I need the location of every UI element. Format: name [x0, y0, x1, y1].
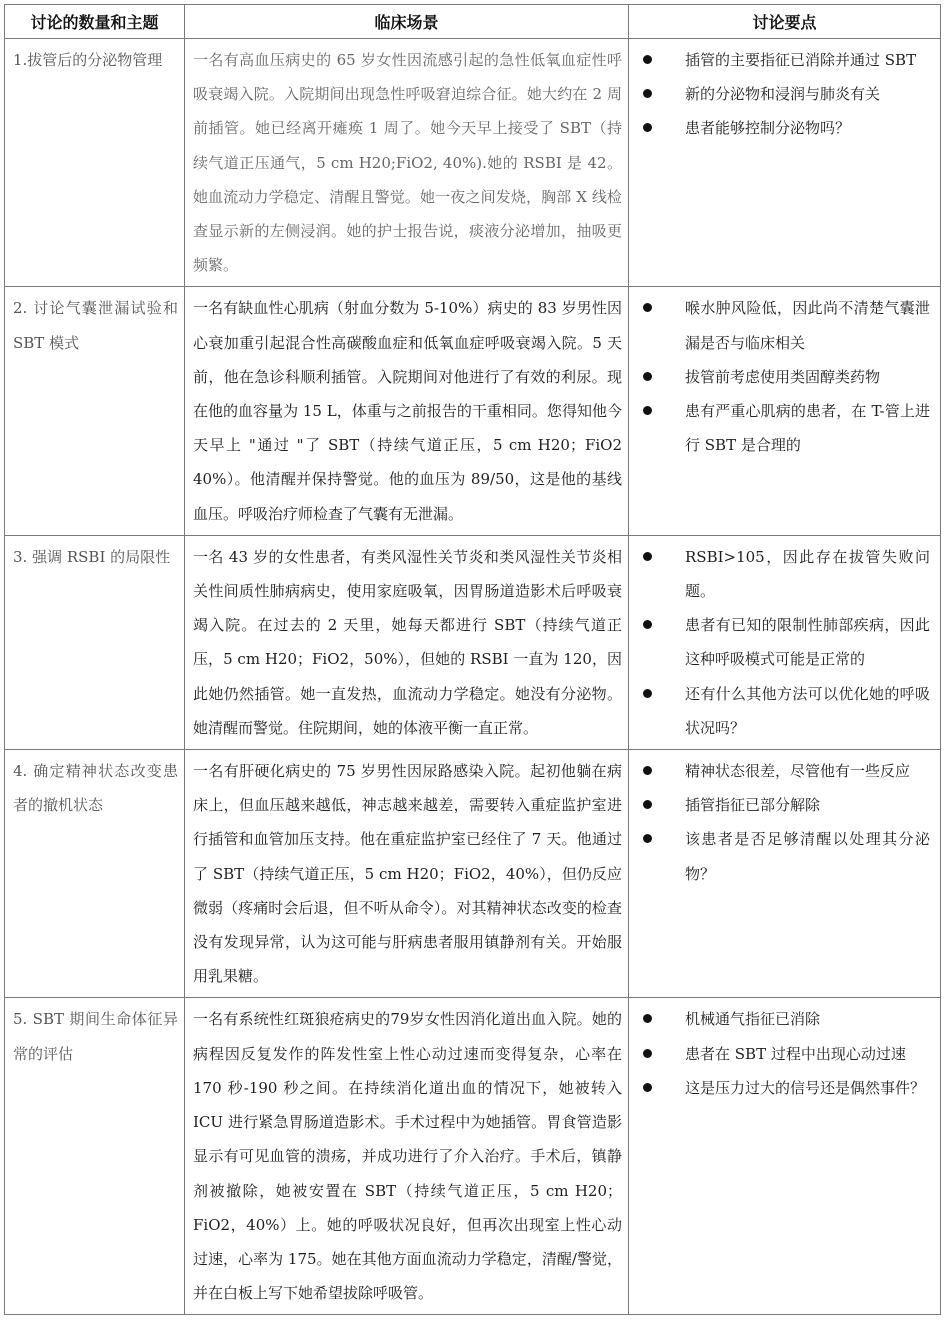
discussion-points-list: [633, 754, 930, 891]
points-cell: [629, 287, 941, 535]
bullet-icon: [643, 43, 655, 77]
discussion-point-text: 新的分泌物和浸润与肺炎有关: [685, 85, 881, 104]
table-row: [5, 998, 941, 1315]
discussion-point: [633, 1071, 930, 1105]
header-row: [5, 5, 941, 39]
points-cell: [629, 998, 941, 1315]
discussion-point-text: 拔管前考虑使用类固醇类药物: [685, 367, 881, 386]
discussion-points-list: [633, 540, 930, 745]
bullet-icon: [643, 360, 655, 394]
bullet-icon: [643, 788, 655, 822]
discussion-point: [633, 1037, 930, 1071]
header-points: 讨论要点: [629, 5, 941, 39]
scenario-cell: 一名有系统性红斑狼疮病史的79岁女性因消化道出血入院。她的病程因反复发作的阵发性室上性心动过速而变得复杂，心率在 170 秒-190 秒之间。在持续消化道出血的情况下，她被转入 ICU 进行紧急胃肠道造影术。手术过程中为她插管。胃食管造影显示有可见血管的溃疡，并成功进行了介入治疗。手术后，镇静剂被撤除，她被安置在 SBT（持续气道正压，5 cm H20；FiO2，40%）上。她的呼吸状况良好，但再次出现室上性心动过速，心率为 175。她在其他方面血流动力学稳定，清醒/警觉，并在白板上写下她希望拔除呼吸管。: [185, 998, 629, 1315]
discussion-point-text: 患者有已知的限制性肺部疾病，因此这种呼吸模式可能是正常的: [685, 616, 930, 669]
discussion-points-list: [633, 291, 930, 462]
discussion-point-text: 患者在 SBT 过程中出现心动过速: [685, 1044, 906, 1063]
header-topic: 讨论的数量和主题: [5, 5, 185, 39]
discussion-point-text: 患有严重心肌病的患者，在 T-管上进行 SBT 是合理的: [685, 402, 930, 455]
points-cell: [629, 535, 941, 749]
discussion-point: [633, 822, 930, 890]
discussion-point-text: 该患者是否足够清醒以处理其分泌物？: [685, 830, 930, 883]
topic-cell: 1.拔管后的分泌物管理: [5, 39, 185, 287]
bullet-icon: [643, 1002, 655, 1036]
scenario-cell: 一名 43 岁的女性患者，有类风湿性关节炎和类风湿性关节炎相关性间质性肺病病史，使用家庭吸氧，因胃肠道造影术后呼吸衰竭入院。在过去的 2 天里，她每天都进行 SBT（持续气道正压，5 cm H20；FiO2，50%），但她的 RSBI 一直为 120，因此她仍然插管。她一直发热，血流动力学稳定。她没有分泌物。她清醒而警觉。住院期间，她的体液平衡一直正常。: [185, 535, 629, 749]
points-cell: [629, 39, 941, 287]
scenario-cell: 一名有高血压病史的 65 岁女性因流感引起的急性低氧血症性呼吸衰竭入院。入院期间出现急性呼吸窘迫综合征。她大约在 2 周前插管。她已经离开瘫痪 1 周了。她今天早上接受了 SBT（持续气道正压通气，5 cm H20;FiO2, 40%).她的 RSBI 是 42。她血流动力学稳定、清醒且警觉。她一夜之间发烧，胸部 X 线检查显示新的左侧浸润。她的护士报告说，痰液分泌增加，抽吸更频繁。: [185, 39, 629, 287]
bullet-icon: [643, 754, 655, 788]
bullet-icon: [643, 111, 655, 145]
bullet-icon: [643, 1071, 655, 1105]
bullet-icon: [643, 822, 655, 856]
points-cell: [629, 750, 941, 998]
discussion-point: [633, 608, 930, 676]
discussion-point: [633, 788, 930, 822]
discussion-point-text: 插管的主要指征已消除并通过 SBT: [685, 51, 917, 69]
bullet-icon: [643, 540, 655, 574]
discussion-table: [4, 4, 941, 1315]
discussion-point-text: RSBI>105，因此存在拔管失败问题。: [685, 547, 930, 601]
table-row: [5, 535, 941, 749]
discussion-point: [633, 540, 930, 608]
discussion-point: [633, 394, 930, 462]
bullet-icon: [643, 291, 655, 325]
bullet-icon: [643, 608, 655, 642]
discussion-point: [633, 111, 930, 145]
bullet-icon: [643, 77, 655, 111]
discussion-point-text: 患者能够控制分泌物吗？: [685, 119, 851, 138]
bullet-icon: [643, 394, 655, 428]
discussion-point: [633, 360, 930, 394]
discussion-point-text: 这是压力过大的信号还是偶然事件？: [685, 1078, 926, 1097]
table-row: [5, 39, 941, 287]
bullet-icon: [643, 677, 655, 711]
table-row: [5, 750, 941, 998]
discussion-point: [633, 754, 930, 788]
scenario-cell: 一名有肝硬化病史的 75 岁男性因尿路感染入院。起初他躺在病床上，但血压越来越低，神志越来越差，需要转入重症监护室进行插管和血管加压支持。他在重症监护室已经住了 7 天。他通过了 SBT（持续气道正压，5 cm H20；FiO2，40%），但仍反应微弱（疼痛时会后退，但不听从命令）。对其精神状态改变的检查没有发现异常，认为这可能与肝病患者服用镇静剂有关。开始服用乳果糖。: [185, 750, 629, 998]
discussion-point: [633, 677, 930, 745]
topic-cell: 4. 确定精神状态改变患者的撤机状态: [5, 750, 185, 998]
discussion-point-text: 还有什么其他方法可以优化她的呼吸状况吗？: [685, 684, 930, 737]
discussion-point: [633, 291, 930, 359]
header-scenario: 临床场景: [185, 5, 629, 39]
topic-cell: 3. 强调 RSBI 的局限性: [5, 535, 185, 749]
discussion-point: [633, 1002, 930, 1036]
bullet-icon: [643, 1037, 655, 1071]
discussion-point-text: 插管指征已部分解除: [685, 796, 821, 815]
discussion-point: [633, 77, 930, 111]
table-row: [5, 287, 941, 535]
topic-cell: 2. 讨论气囊泄漏试验和 SBT 模式: [5, 287, 185, 535]
discussion-point-text: 机械通气指征已消除: [685, 1010, 821, 1029]
discussion-points-list: [633, 43, 930, 146]
discussion-point: [633, 43, 930, 77]
discussion-point-text: 精神状态很差，尽管他有一些反应: [685, 762, 911, 781]
discussion-points-list: [633, 1002, 930, 1105]
scenario-cell: 一名有缺血性心肌病（射血分数为 5-10%）病史的 83 岁男性因心衰加重引起混合性高碳酸血症和低氧血症呼吸衰竭入院。5 天前，他在急诊科顺利插管。入院期间对他进行了有效的利尿。现在他的血容量为 15 L，体重与之前报告的干重相同。您得知他今天早上 "通过 "了 SBT（持续气道正压，5 cm H20；FiO2 40%）。他清醒并保持警觉。他的血压为 89/50，这是他的基线血压。呼吸治疗师检查了气囊有无泄漏。: [185, 287, 629, 535]
discussion-point-text: 喉水肿风险低，因此尚不清楚气囊泄漏是否与临床相关: [685, 299, 930, 352]
topic-cell: 5. SBT 期间生命体征异常的评估: [5, 998, 185, 1315]
